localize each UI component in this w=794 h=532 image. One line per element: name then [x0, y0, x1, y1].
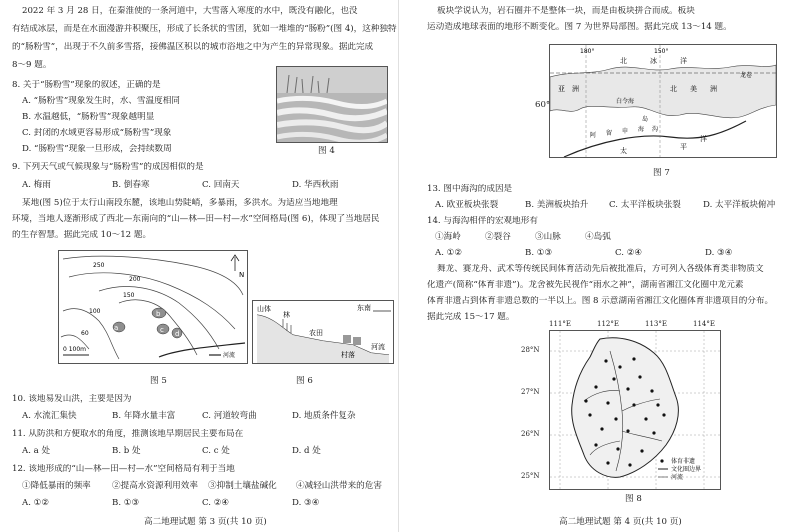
figure-8-map [549, 330, 721, 490]
map-label: 洋 [700, 135, 707, 143]
figure-4-photo [276, 66, 388, 143]
option: B. 美洲板块抬升 [525, 200, 589, 210]
option: C. c 处 [202, 446, 230, 456]
north-arrow-label: N [239, 271, 245, 279]
passage-line: 某地(图 5)位于太行山南段东麓，该地山势陡峭，多暴雨，多洪水。为适应当地地理 [22, 198, 338, 208]
option: A. ①② [22, 498, 50, 508]
longitude-label: 112°E [597, 320, 619, 328]
legend-item: 文化圈边界 [671, 466, 702, 473]
figure-7-caption: 图 7 [653, 168, 670, 178]
map-label: 北 [620, 57, 627, 65]
option: B. ①③ [525, 248, 553, 258]
figure-6-profile [252, 300, 394, 364]
map-label: 阿 [590, 132, 597, 139]
longitude-label: 113°E [645, 320, 667, 328]
question-11-stem: 11. 从防洪和方便取水的角度，推测该地早期居民主要布局在 [12, 429, 244, 439]
latitude-label: 25°N [521, 472, 540, 480]
map-label: 洋 [680, 57, 687, 65]
map-label: 平 [680, 143, 687, 151]
option: A. “肠粉雪”现象发生时，水、雪温度相同 [22, 96, 180, 106]
option: B. 水温越低，“肠粉雪”现象越明显 [22, 112, 155, 122]
sub-option: ②裂谷 [485, 232, 511, 242]
passage-line: 体育非遗占到体育非遗总数的一半以上。图 8 示意湖南省湘江文化圈体育非遗项目的分布。 [427, 296, 774, 306]
passage-line: 据此完成 15～17 题。 [427, 312, 515, 322]
figure-5-caption: 图 5 [150, 376, 167, 386]
option: B. 年降水量丰富 [112, 411, 176, 421]
latitude-label: 28°N [521, 346, 540, 354]
figure-7-map [549, 44, 777, 158]
figure-5-contour-map [58, 250, 248, 364]
passage-line: 的“肠粉雪”，出现于不久前多雪搭，接佛温区积以的城市浴地之中为产生的异常现象。据此完成 [12, 42, 374, 52]
passage-line: 环境，当地人逐渐形成了西北—东南向的“山—林—田—村—水”空间格局(图 6)，体现了当地居民 [12, 214, 380, 224]
page-3-footer: 高二地理试题 第 3 页(共 10 页) [144, 516, 267, 527]
sub-option: ①海岭 [435, 232, 461, 242]
figure-8-caption: 图 8 [625, 494, 642, 504]
option: A. a 处 [22, 446, 51, 456]
map-label: 冰 [650, 57, 657, 65]
contour-label: 250 [93, 262, 105, 269]
option: B. b 处 [112, 446, 141, 456]
latitude-label: 26°N [521, 430, 540, 438]
passage-line: 运动造成地球表面的地形不断变化。图 7 为世界局部图。据此完成 13～14 题。 [427, 22, 732, 32]
sub-option: ④岛弧 [585, 232, 611, 242]
page-4 [398, 0, 794, 532]
longitude-label: 180° [580, 48, 595, 55]
profile-label: 东南 [357, 304, 371, 312]
scale-bar: 0 100m [63, 346, 87, 353]
option: C. ②④ [615, 248, 643, 258]
figure-4-caption: 图 4 [318, 146, 335, 156]
option: D. 太平洋板块俯冲 [703, 200, 776, 210]
longitude-label: 150° [654, 48, 669, 55]
question-9-stem: 9. 下列天气或气候现象与“肠粉雪”的成因相似的是 [12, 162, 204, 172]
passage-line: 舞龙、赛龙舟、武术等传统民间体育活动先后被批准后，方可列入各级体育类非物质文 [437, 264, 764, 274]
option: D. ③④ [292, 498, 320, 508]
map-label: 洲 [710, 85, 717, 93]
map-label: 白令海 [616, 98, 635, 105]
profile-label: 山体 [257, 305, 271, 313]
map-label: 岛 [642, 116, 649, 123]
question-10-stem: 10. 该地易发山洪，主要是因为 [12, 394, 132, 404]
question-12-stem: 12. 该地形成的“山—林—田—村—水”空间格局有利于当地 [12, 464, 235, 474]
map-label: 美 [690, 85, 697, 93]
map-label: 沟 [652, 126, 659, 133]
map-label: 留 [606, 130, 613, 137]
map-label: 亚 [558, 85, 565, 93]
sub-option: ②提高水资源利用效率 [112, 481, 198, 491]
option: D. ③④ [705, 248, 733, 258]
question-13-stem: 13. 图中海沟的成因是 [427, 184, 513, 194]
option: D. d 处 [292, 446, 321, 456]
page-4-footer: 高二地理试题 第 4 页(共 10 页) [559, 516, 682, 527]
option: B. 倒春寒 [112, 180, 150, 190]
contour-label: 60 [81, 330, 89, 337]
profile-label: 林 [283, 311, 290, 319]
sub-option: ③山脉 [535, 232, 561, 242]
map-label: 龙卷 [740, 72, 753, 79]
option: B. ①③ [112, 498, 140, 508]
map-label: 申 [622, 128, 629, 135]
figure-6-caption: 图 6 [296, 376, 313, 386]
sub-option: ④减轻山洪带来的危害 [296, 481, 382, 491]
profile-label: 村落 [341, 351, 355, 359]
map-label: 海 [638, 126, 645, 133]
longitude-label: 111°E [549, 320, 571, 328]
legend-item: 体育非遗 [671, 458, 696, 465]
profile-label: 河流 [371, 343, 385, 351]
option: C. ②④ [202, 498, 230, 508]
latitude-label: 27°N [521, 388, 540, 396]
contour-label: 100 [89, 308, 101, 315]
option: D. “肠粉雪”现象一旦形成，会持续数周 [22, 144, 172, 154]
option: D. 华西秋雨 [292, 180, 339, 190]
option: C. 太平洋板块张裂 [609, 200, 681, 210]
option: A. 欧亚板块张裂 [435, 200, 499, 210]
option: C. 回南天 [202, 180, 240, 190]
passage-line: 板块学说认为，岩石圈并不是整体一块，而是由板块拼合而成。板块 [437, 6, 695, 16]
sub-option: ③抑制土壤盐碱化 [208, 481, 277, 491]
option: D. 地质条件复杂 [292, 411, 356, 421]
question-14-stem: 14. 与海沟相伴的宏观地形有 [427, 216, 538, 226]
option: A. 梅雨 [22, 180, 51, 190]
passage-line: 有结成冰层，而是在水面漫游并积聚压，形成了长条状的雪团，犹如一堆堆的“肠粉”(图 4)，这种独特 [12, 24, 397, 34]
sub-option: ①降低暴雨的频率 [22, 481, 91, 491]
option: C. 封闭的水域更容易形成“肠粉雪”现象 [22, 128, 172, 138]
longitude-label: 114°E [693, 320, 715, 328]
option: A. 水流汇集快 [22, 411, 77, 421]
map-label: 太 [620, 147, 627, 155]
legend-river: 河流 [223, 352, 236, 359]
point-label: c [160, 326, 164, 334]
point-label: b [156, 310, 161, 318]
contour-label: 150 [123, 292, 135, 299]
contour-label: 200 [129, 276, 141, 283]
passage-line: 2022 年 3 月 28 日，在秦淮使的一条河道中，大雪落入寒度的水中，既没有融化，也没 [22, 6, 358, 16]
question-8-stem: 8. 关于“肠粉雪”现象的叙述，正确的是 [12, 80, 161, 90]
point-label: a [114, 324, 119, 332]
passage-line: 的生存智慧。据此完成 10～12 题。 [12, 230, 152, 240]
latitude-label: 60° [535, 100, 551, 110]
legend-item: 河流 [671, 474, 684, 481]
passage-line: 化遗产(简称“体育非遗”)。龙舍被先民视作“雨水之神”，湖南省湘江文化圈中龙元素 [427, 280, 744, 290]
map-label: 北 [670, 85, 677, 93]
passage-line: 8～9 题。 [12, 60, 52, 70]
option: C. 河道较弯曲 [202, 411, 257, 421]
point-label: d [175, 330, 180, 338]
profile-label: 农田 [309, 329, 323, 337]
option: A. ①② [435, 248, 463, 258]
map-label: 洲 [572, 85, 579, 93]
